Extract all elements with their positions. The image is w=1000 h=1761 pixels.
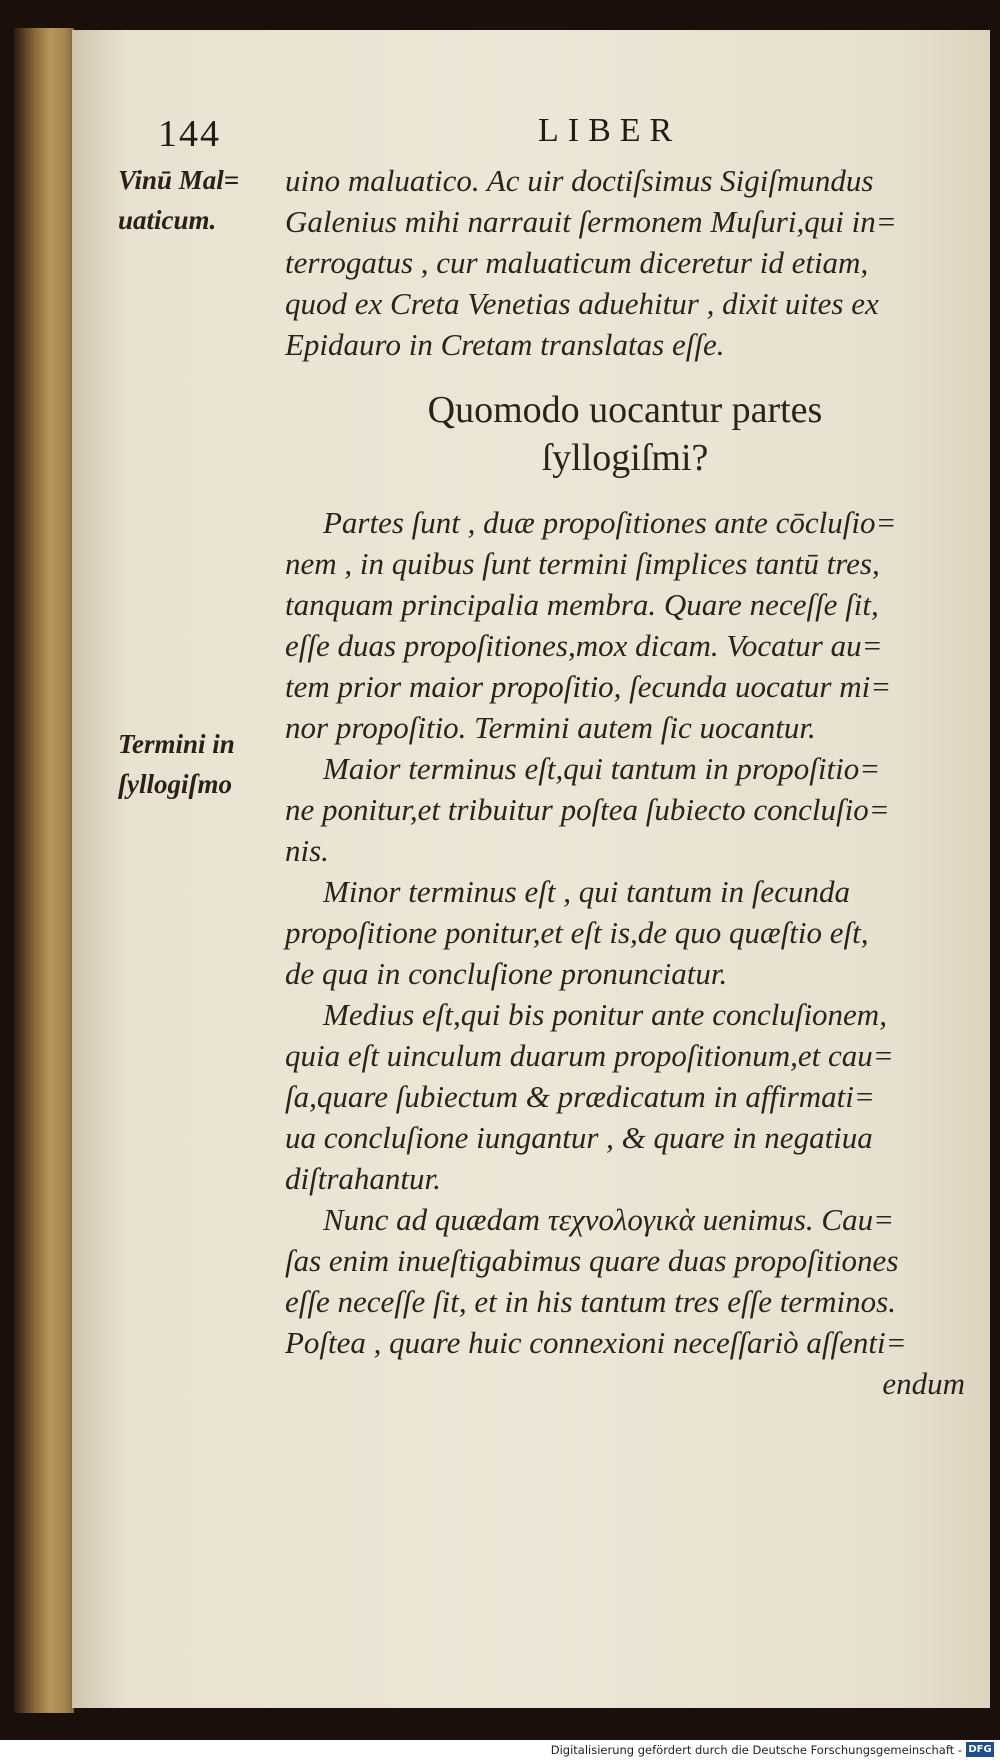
- page-number: 144: [158, 113, 221, 155]
- text-line: Poſtea , quare huic connexioni neceſſariò aſſenti=: [285, 1325, 907, 1360]
- text-line: ua concluſione iungantur , & quare in negatiua: [285, 1120, 873, 1155]
- text-line: Galenius mihi narrauit ſermonem Muſuri,qui in=: [285, 204, 897, 239]
- text-block-intro: [285, 160, 965, 365]
- text-line: nor propoſitio. Termini autem ſic uocantur.: [285, 710, 816, 745]
- text-line: Epidauro in Cretam translatas eſſe.: [285, 327, 725, 362]
- text-line: terrogatus , cur maluaticum diceretur id etiam,: [285, 245, 869, 280]
- text-line: eſſe neceſſe ſit, et in his tantum tres eſſe terminos.: [285, 1284, 896, 1319]
- text-line: tem prior maior propoſitio, ſecunda uocatur mi=: [285, 669, 892, 704]
- text-block-main: [285, 502, 965, 1404]
- dfg-logo: DFG: [966, 1742, 994, 1757]
- margin-note-termini: [118, 724, 288, 804]
- margin-note-vinum-malvaticum: [118, 160, 288, 240]
- text-line: de qua in concluſione pronunciatur.: [285, 956, 728, 991]
- text-line: Nunc ad quædam τεχνολογικὰ uenimus. Cau=: [323, 1202, 895, 1237]
- catchword: endum: [882, 1366, 965, 1401]
- text-line: uino maluatico. Ac uir doctiſsimus Sigiſmundus: [285, 163, 874, 198]
- text-line: diſtrahantur.: [285, 1161, 441, 1196]
- heading-line: ſyllogiſmi?: [541, 437, 709, 479]
- book-spine-edge: [14, 28, 74, 1713]
- funding-credit: Digitalisierung gefördert durch die Deutsche Forschungsgemeinschaft -: [550, 1743, 962, 1757]
- text-line: Maior terminus eſt,qui tantum in propoſitio=: [323, 751, 881, 786]
- text-line: Minor terminus eſt , qui tantum in ſecunda: [323, 874, 850, 909]
- text-line: tanquam principalia membra. Quare neceſſe ſit,: [285, 587, 879, 622]
- running-head: LIBER: [538, 112, 682, 149]
- section-heading: [285, 386, 965, 482]
- margin-note-line: uaticum.: [118, 205, 217, 235]
- text-line: ſa,quare ſubiectum & prædicatum in affirmati=: [285, 1079, 875, 1114]
- text-line: Partes ſunt , duæ propoſitiones ante cōcluſio=: [323, 505, 897, 540]
- text-line: eſſe duas propoſitiones,mox dicam. Vocatur au=: [285, 628, 883, 663]
- margin-note-line: Termini in: [118, 729, 235, 759]
- text-line: nem , in quibus ſunt termini ſimplices tantū tres,: [285, 546, 880, 581]
- text-line: propoſitione ponitur,et eſt is,de quo quæſtio eſt,: [285, 915, 869, 950]
- heading-line: Quomodo uocantur partes: [427, 389, 823, 431]
- text-line: Medius eſt,qui bis ponitur ante concluſionem,: [323, 997, 887, 1032]
- text-line: quod ex Creta Venetias aduehitur , dixit uites ex: [285, 286, 879, 321]
- margin-note-line: ſyllogiſmo: [118, 769, 232, 799]
- footer-bar: [0, 1740, 1000, 1761]
- text-line: quia eſt uinculum duarum propoſitionum,et cau=: [285, 1038, 894, 1073]
- text-line: ne ponitur,et tribuitur poſtea ſubiecto concluſio=: [285, 792, 890, 827]
- margin-note-line: Vinū Mal=: [118, 165, 240, 195]
- text-line: nis.: [285, 833, 329, 868]
- page-header: [0, 112, 1000, 162]
- text-line: ſas enim inueſtigabimus quare duas propoſitiones: [285, 1243, 899, 1278]
